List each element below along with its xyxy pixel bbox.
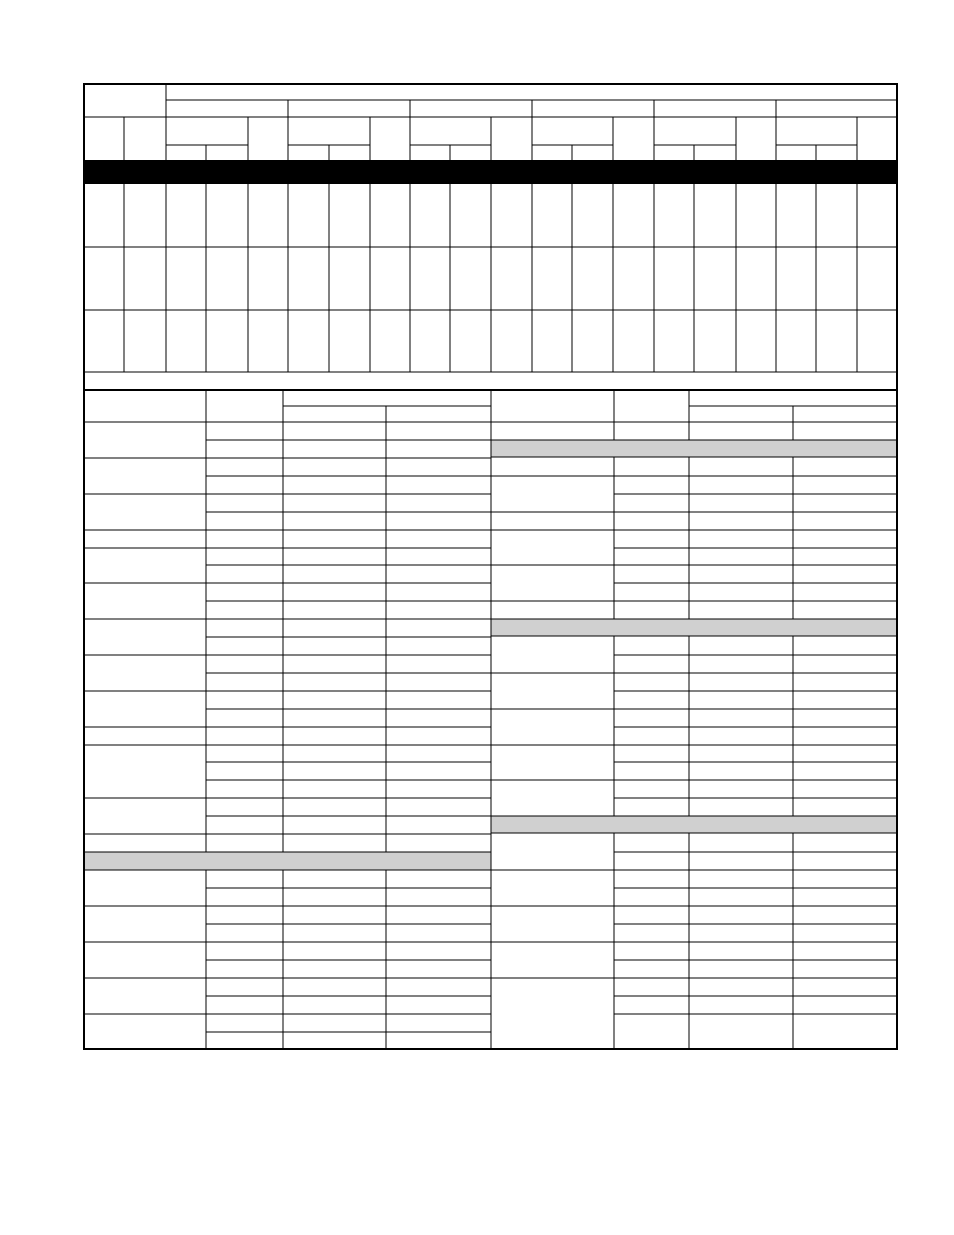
shaded-row-left-1 <box>84 852 491 870</box>
upper-table-grid <box>84 84 897 372</box>
shaded-row-right-1 <box>491 440 897 457</box>
black-section-band <box>84 160 897 184</box>
lower-table-left-panel <box>84 422 491 1049</box>
shaded-row-right-2 <box>491 619 897 636</box>
lower-table-right-panel <box>491 422 897 1049</box>
shaded-row-right-3 <box>491 816 897 833</box>
